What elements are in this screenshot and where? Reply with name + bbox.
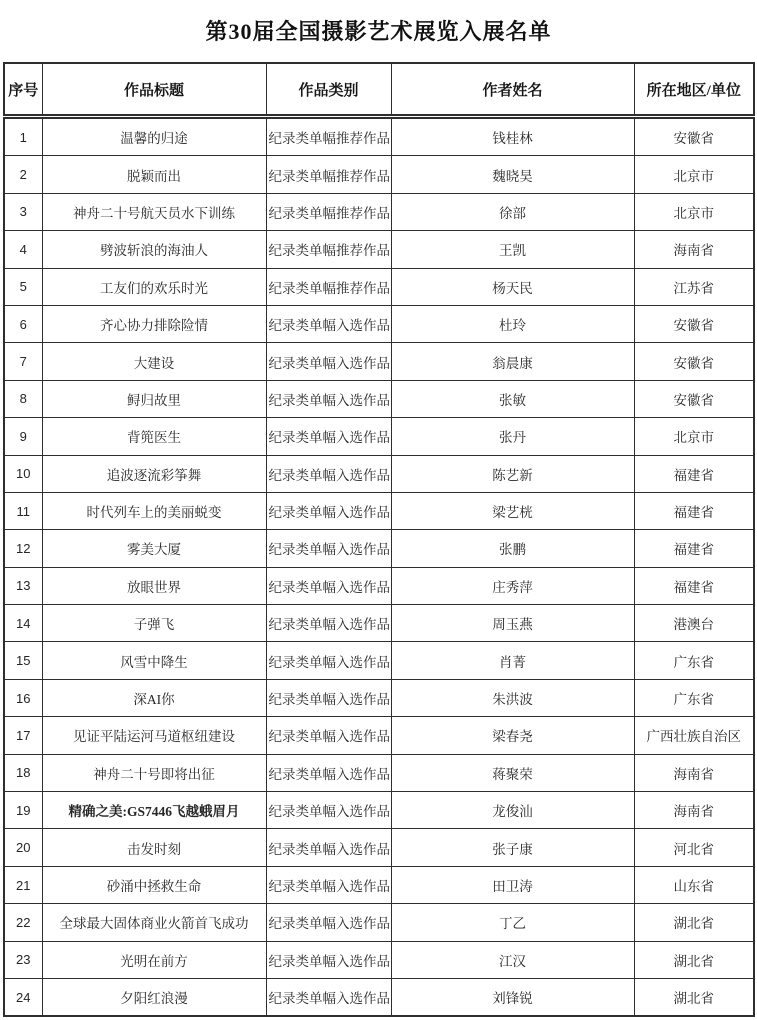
cell-region-unit: 湖北省	[634, 978, 754, 1016]
cell-work-category: 纪录类单幅入选作品	[266, 418, 391, 455]
cell-work-title: 深AI你	[42, 679, 266, 716]
cell-author-name: 龙俊汕	[391, 792, 634, 829]
cell-region-unit: 安徽省	[634, 117, 754, 156]
cell-region-unit: 江苏省	[634, 268, 754, 305]
cell-serial-number: 12	[4, 530, 42, 567]
cell-work-category: 纪录类单幅入选作品	[266, 642, 391, 679]
table-row	[4, 904, 754, 941]
cell-work-title: 见证平陆运河马道枢纽建设	[42, 717, 266, 754]
cell-work-title: 齐心协力排除险情	[42, 305, 266, 342]
cell-author-name: 张敏	[391, 380, 634, 417]
table-row	[4, 829, 754, 866]
table-row	[4, 455, 754, 492]
cell-work-category: 纪录类单幅入选作品	[266, 904, 391, 941]
cell-region-unit: 福建省	[634, 455, 754, 492]
cell-work-category: 纪录类单幅入选作品	[266, 829, 391, 866]
cell-work-title: 神舟二十号航天员水下训练	[42, 193, 266, 230]
cell-work-title: 全球最大固体商业火箭首飞成功	[42, 904, 266, 941]
cell-region-unit: 海南省	[634, 754, 754, 791]
cell-work-title: 脱颖而出	[42, 156, 266, 193]
cell-region-unit: 北京市	[634, 156, 754, 193]
cell-work-title: 背篼医生	[42, 418, 266, 455]
header-region-unit: 所在地区/单位	[634, 63, 754, 117]
cell-work-title: 时代列车上的美丽蜕变	[42, 492, 266, 529]
cell-work-category: 纪录类单幅入选作品	[266, 978, 391, 1016]
cell-author-name: 周玉燕	[391, 605, 634, 642]
cell-work-title: 温馨的归途	[42, 117, 266, 156]
cell-work-title: 光明在前方	[42, 941, 266, 978]
cell-serial-number: 13	[4, 567, 42, 604]
cell-region-unit: 湖北省	[634, 904, 754, 941]
cell-author-name: 梁春尧	[391, 717, 634, 754]
table-body	[4, 117, 754, 1017]
header-serial-number: 序号	[4, 63, 42, 117]
cell-work-category: 纪录类单幅入选作品	[266, 530, 391, 567]
cell-author-name: 王凯	[391, 231, 634, 268]
cell-region-unit: 北京市	[634, 193, 754, 230]
cell-region-unit: 北京市	[634, 418, 754, 455]
cell-region-unit: 广东省	[634, 642, 754, 679]
cell-serial-number: 17	[4, 717, 42, 754]
cell-work-title: 大建设	[42, 343, 266, 380]
table-header	[4, 63, 754, 117]
cell-work-title: 追波逐流彩筝舞	[42, 455, 266, 492]
cell-work-category: 纪录类单幅入选作品	[266, 792, 391, 829]
cell-serial-number: 22	[4, 904, 42, 941]
table-row	[4, 567, 754, 604]
cell-author-name: 杜玲	[391, 305, 634, 342]
table-row	[4, 117, 754, 156]
exhibition-roster-table	[3, 62, 755, 1017]
cell-author-name: 翁晨康	[391, 343, 634, 380]
cell-work-category: 纪录类单幅推荐作品	[266, 117, 391, 156]
table-row	[4, 418, 754, 455]
cell-author-name: 徐部	[391, 193, 634, 230]
cell-region-unit: 广东省	[634, 679, 754, 716]
cell-work-title: 夕阳红浪漫	[42, 978, 266, 1016]
page-title: 第30届全国摄影艺术展览入展名单	[205, 19, 552, 44]
cell-serial-number: 14	[4, 605, 42, 642]
table-row	[4, 530, 754, 567]
cell-work-category: 纪录类单幅入选作品	[266, 605, 391, 642]
cell-work-title: 劈波斩浪的海油人	[42, 231, 266, 268]
cell-region-unit: 港澳台	[634, 605, 754, 642]
cell-region-unit: 福建省	[634, 530, 754, 567]
cell-work-category: 纪录类单幅推荐作品	[266, 193, 391, 230]
cell-work-category: 纪录类单幅推荐作品	[266, 268, 391, 305]
cell-author-name: 庄秀萍	[391, 567, 634, 604]
cell-work-title: 击发时刻	[42, 829, 266, 866]
cell-author-name: 张鹏	[391, 530, 634, 567]
table-row	[4, 679, 754, 716]
cell-region-unit: 安徽省	[634, 380, 754, 417]
cell-work-title: 风雪中降生	[42, 642, 266, 679]
cell-author-name: 丁乙	[391, 904, 634, 941]
header-work-title: 作品标题	[42, 63, 266, 117]
cell-serial-number: 18	[4, 754, 42, 791]
cell-work-category: 纪录类单幅入选作品	[266, 343, 391, 380]
cell-author-name: 田卫涛	[391, 866, 634, 903]
cell-work-category: 纪录类单幅入选作品	[266, 305, 391, 342]
cell-work-title: 雾美大厦	[42, 530, 266, 567]
cell-serial-number: 8	[4, 380, 42, 417]
cell-serial-number: 3	[4, 193, 42, 230]
cell-serial-number: 11	[4, 492, 42, 529]
cell-serial-number: 21	[4, 866, 42, 903]
cell-region-unit: 海南省	[634, 792, 754, 829]
cell-serial-number: 1	[4, 117, 42, 156]
cell-work-category: 纪录类单幅入选作品	[266, 567, 391, 604]
cell-region-unit: 福建省	[634, 567, 754, 604]
cell-work-category: 纪录类单幅入选作品	[266, 492, 391, 529]
cell-serial-number: 4	[4, 231, 42, 268]
cell-author-name: 魏晓昊	[391, 156, 634, 193]
cell-serial-number: 19	[4, 792, 42, 829]
cell-work-category: 纪录类单幅入选作品	[266, 941, 391, 978]
cell-work-category: 纪录类单幅入选作品	[266, 754, 391, 791]
table-row	[4, 941, 754, 978]
cell-serial-number: 24	[4, 978, 42, 1016]
cell-author-name: 杨天民	[391, 268, 634, 305]
cell-work-category: 纪录类单幅推荐作品	[266, 231, 391, 268]
cell-serial-number: 10	[4, 455, 42, 492]
cell-work-title: 子弹飞	[42, 605, 266, 642]
table-row	[4, 866, 754, 903]
cell-serial-number: 2	[4, 156, 42, 193]
cell-work-title: 精确之美:GS7446飞越蛾眉月	[42, 792, 266, 829]
cell-author-name: 朱洪波	[391, 679, 634, 716]
cell-work-title: 神舟二十号即将出征	[42, 754, 266, 791]
cell-author-name: 陈艺新	[391, 455, 634, 492]
table-row	[4, 343, 754, 380]
cell-author-name: 张子康	[391, 829, 634, 866]
cell-author-name: 蒋聚荣	[391, 754, 634, 791]
cell-serial-number: 9	[4, 418, 42, 455]
cell-region-unit: 福建省	[634, 492, 754, 529]
table-row	[4, 605, 754, 642]
cell-region-unit: 安徽省	[634, 305, 754, 342]
table-row	[4, 193, 754, 230]
cell-region-unit: 广西壮族自治区	[634, 717, 754, 754]
cell-serial-number: 6	[4, 305, 42, 342]
cell-work-category: 纪录类单幅入选作品	[266, 679, 391, 716]
cell-author-name: 钱桂林	[391, 117, 634, 156]
cell-work-category: 纪录类单幅入选作品	[266, 866, 391, 903]
cell-work-category: 纪录类单幅入选作品	[266, 717, 391, 754]
table-row	[4, 492, 754, 529]
cell-region-unit: 安徽省	[634, 343, 754, 380]
cell-author-name: 张丹	[391, 418, 634, 455]
cell-serial-number: 5	[4, 268, 42, 305]
table-row	[4, 305, 754, 342]
header-work-category: 作品类别	[266, 63, 391, 117]
cell-region-unit: 河北省	[634, 829, 754, 866]
cell-serial-number: 23	[4, 941, 42, 978]
table-row	[4, 754, 754, 791]
table-row	[4, 717, 754, 754]
cell-region-unit: 山东省	[634, 866, 754, 903]
header-row	[4, 63, 754, 117]
header-author-name: 作者姓名	[391, 63, 634, 117]
cell-author-name: 肖菁	[391, 642, 634, 679]
cell-author-name: 刘锋锐	[391, 978, 634, 1016]
cell-work-title: 放眼世界	[42, 567, 266, 604]
cell-serial-number: 16	[4, 679, 42, 716]
table-row	[4, 231, 754, 268]
cell-work-category: 纪录类单幅入选作品	[266, 380, 391, 417]
cell-work-title: 工友们的欢乐时光	[42, 268, 266, 305]
cell-author-name: 江汉	[391, 941, 634, 978]
table-row	[4, 380, 754, 417]
table-row	[4, 156, 754, 193]
cell-serial-number: 15	[4, 642, 42, 679]
table-row	[4, 792, 754, 829]
table-row	[4, 642, 754, 679]
table-row	[4, 268, 754, 305]
cell-region-unit: 海南省	[634, 231, 754, 268]
cell-serial-number: 20	[4, 829, 42, 866]
table-row	[4, 978, 754, 1016]
cell-region-unit: 湖北省	[634, 941, 754, 978]
cell-work-title: 鲟归故里	[42, 380, 266, 417]
cell-author-name: 梁艺桄	[391, 492, 634, 529]
cell-work-title: 砂涌中拯救生命	[42, 866, 266, 903]
cell-serial-number: 7	[4, 343, 42, 380]
cell-work-category: 纪录类单幅入选作品	[266, 455, 391, 492]
cell-work-category: 纪录类单幅推荐作品	[266, 156, 391, 193]
